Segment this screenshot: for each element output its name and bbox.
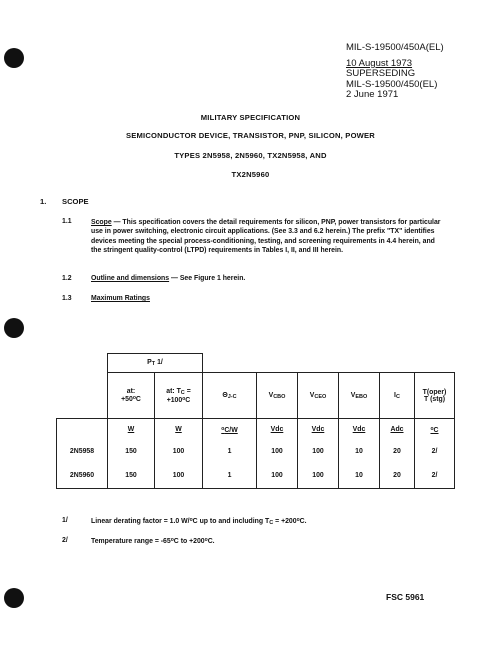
para-1-3-title: Maximum Ratings [91, 295, 150, 302]
unit-temp: $^o$C [415, 419, 455, 441]
pt-group-header: PT 1/ [108, 354, 203, 373]
punch-hole-bottom [4, 588, 24, 608]
row-vcbo: 100 [257, 463, 298, 489]
para-1-2 [91, 275, 245, 282]
superseding-label: SUPERSEDING [346, 68, 416, 79]
superseded-date: 2 June 1971 [346, 89, 399, 100]
para-1-2-title: Outline and dimensions [91, 275, 170, 282]
row-vebo: 10 [339, 441, 380, 463]
para-1-2-number: 1.2 [62, 275, 72, 282]
row-type: 2N5958 [57, 441, 108, 463]
unit-pt-100: W [155, 419, 203, 441]
col-vcbo-header: VCBO [257, 373, 298, 419]
doc-title: MILITARY SPECIFICATION [200, 113, 301, 122]
para-1-2-text: — See Figure 1 herein. [169, 275, 246, 282]
note-1: Linear derating factor = 1.0 W/$^o$C up to and including TC = $+200^oC$. [91, 517, 307, 526]
table-group-row [57, 354, 455, 373]
para-1-1-number: 1.1 [62, 218, 72, 225]
table-header-row [57, 373, 455, 419]
unit-vebo: Vdc [339, 419, 380, 441]
unit-vcbo: Vdc [257, 419, 298, 441]
table-row [57, 441, 455, 463]
row-pt-100: 100 [155, 463, 203, 489]
row-vceo: 100 [298, 441, 339, 463]
para-1-1-title: Scope [91, 219, 112, 226]
row-theta: 1 [203, 463, 257, 489]
row-temp: 2/ [415, 441, 455, 463]
para-1-1 [91, 218, 441, 255]
unit-vceo: Vdc [298, 419, 339, 441]
unit-ic: Adc [380, 419, 415, 441]
row-pt-100: 100 [155, 441, 203, 463]
col-temp-header: T(oper) T (stg) [415, 373, 455, 419]
row-ic: 20 [380, 441, 415, 463]
col-ic-header: IC [380, 373, 415, 419]
note-1-mark: 1/ [62, 517, 68, 524]
row-vebo: 10 [339, 463, 380, 489]
table-units-row [57, 419, 455, 441]
col-vceo-header: VCEO [298, 373, 339, 419]
section-number: 1. [40, 197, 47, 206]
para-1-3-number: 1.3 [62, 295, 72, 302]
maximum-ratings-table [56, 353, 455, 489]
spec-number: MIL-S-19500/450A(EL) [346, 42, 444, 53]
doc-subtitle: SEMICONDUCTOR DEVICE, TRANSISTOR, PNP, SILICON, POWER [126, 131, 375, 140]
spec-header [346, 43, 444, 101]
section-heading: SCOPE [62, 197, 89, 206]
doc-types-line2: TX2N5960 [231, 170, 270, 179]
row-pt-50: 150 [108, 463, 155, 489]
fsc-code: FSC 5961 [386, 592, 425, 602]
row-vceo: 100 [298, 463, 339, 489]
col-theta-header: ΘJ-C [203, 373, 257, 419]
row-ic: 20 [380, 463, 415, 489]
row-type: 2N5960 [57, 463, 108, 489]
row-temp: 2/ [415, 463, 455, 489]
col-pt-100-header: at: TC = $+100^oC$ [155, 373, 203, 419]
punch-hole-middle [4, 318, 24, 338]
table-row [57, 463, 455, 489]
row-pt-50: 150 [108, 441, 155, 463]
unit-pt-50: W [108, 419, 155, 441]
note-2-mark: 2/ [62, 537, 68, 544]
para-1-1-text: — This specification covers the detail requirements for silicon, PNP, power transistors for particular use in power switching, electronic circuit applications. (See 3.3 and 6.2 herein.) The prefix "TX" identifies devices meeting the special process-conditioning, testing, and screening requirements in 4.4 herein, and the stringent quality-control (LTPD) requirements in Tables I, II, and III herein. [91, 219, 441, 254]
superseded-spec: MIL-S-19500/450(EL) [346, 78, 438, 90]
unit-theta: $^o$C/W [203, 419, 257, 441]
col-vebo-header: VEBO [339, 373, 380, 419]
col-pt-50-header: at: $+50^oC$ [108, 373, 155, 419]
row-vcbo: 100 [257, 441, 298, 463]
note-2: Temperature range = $-65^oC$ to $+200^oC$. [91, 537, 215, 545]
doc-types-line: TYPES 2N5958, 2N5960, TX2N5958, AND [174, 151, 327, 160]
spec-date: 10 August 1973 [346, 57, 413, 69]
row-theta: 1 [203, 441, 257, 463]
punch-hole-top [4, 48, 24, 68]
